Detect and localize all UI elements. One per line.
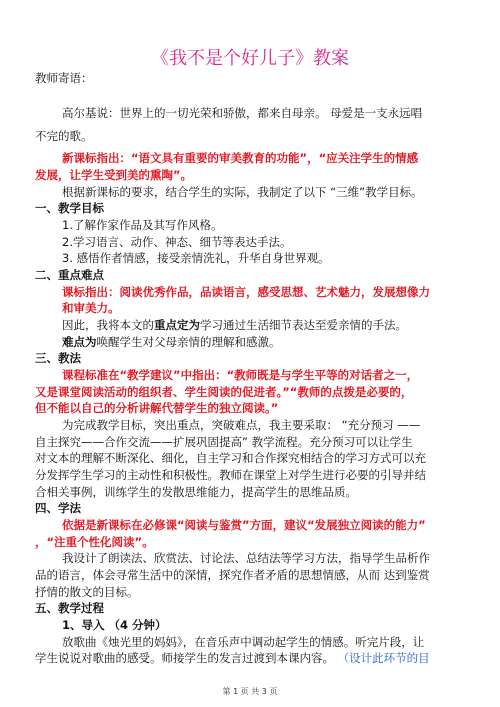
heading-keys: 二、重点难点	[35, 268, 104, 282]
standard-note-3-line-1: 课程标准在“教学建议”中指出：“教师既是与学生平等的对话者之一，	[62, 368, 419, 382]
page-footer: 第 1 页 共 3 页	[222, 687, 278, 696]
heading-learning: 四、学法	[35, 501, 81, 515]
teaching-para-line-4: 分发挥学生学习的主动性和积极性。教师在课堂上对学生进行必要的引导并结	[35, 468, 426, 482]
standard-note-2-line-1: 课标指出：阅读优秀作品，品读语言，感受思想、艺术魅力，发展想像力	[62, 285, 430, 299]
standard-note-1-line-1: 新课标指出：“语文具有重要的审美教育的功能”，“应关注学生的情感	[62, 151, 419, 165]
standard-note-4-line-2: ，“注重个性化阅读”。	[35, 535, 154, 549]
teaching-para-line-1: 为完成教学目标，突出重点，突破难点，我主要采取： “充分预习 ——	[62, 418, 421, 432]
process-note: （设计此环节的目	[337, 651, 430, 665]
goal-item-2: 2.学习语言、动作、神态、细节等表达手法。	[62, 235, 292, 249]
intro-line-2: 不完的歌。	[35, 129, 93, 143]
teaching-para-line-5: 合相关事例，训练学生的发散思维能力，提高学生的思维品质。	[35, 485, 357, 499]
standard-note-4-line-1: 依据是新课标在必修课“阅读与鉴赏”方面，建议“发展独立阅读的能力”	[62, 518, 426, 532]
basis-text: 根据新课标的要求，结合学生的实际，我制定了以下 “三维”教学目标。	[62, 185, 423, 199]
difficulty-suffix: 唤醒学生对父母亲情的理解和感激。	[96, 335, 281, 349]
heading-teaching: 三、教法	[35, 351, 81, 365]
process-line-2-text: 学生说说对歌曲的感受。师接学生的发言过渡到本课内容。	[35, 651, 334, 665]
goal-item-3: 3. 感悟作者情感，接受亲情洗礼，升华自身世界观。	[62, 251, 330, 265]
intro-label: 教师寄语：	[35, 71, 93, 85]
goal-item-1: 1.了解作家作品及其写作风格。	[62, 218, 223, 232]
difficulty-text	[62, 335, 281, 349]
teaching-para-line-3: 对文本的理解不断深化、细化，自主学习和合作探究相结合的学习方式可以充	[35, 451, 426, 465]
process-line-1: 放歌曲《烛光里的妈妈》，在音乐声中调动起学生的情感。听完片段，让	[62, 635, 425, 649]
standard-note-2-line-2: 和审美力。	[62, 301, 120, 315]
standard-note-3-line-2: 又是课堂阅读活动的组织者、学生阅读的促进者。”“教师的点拨是必要的，	[35, 385, 413, 399]
focus-text	[62, 318, 407, 332]
heading-process: 五、教学过程	[35, 601, 104, 615]
learning-para-line-3: 抒情的散文的目标。	[35, 585, 139, 599]
standard-note-3-line-3: 但不能以自己的分析讲解代替学生的独立阅读。”	[35, 401, 279, 415]
standard-note-1-line-2: 发展，让学生受到美的熏陶”。	[35, 168, 193, 182]
learning-para-line-1: 我设计了朗读法、欣赏法、讨论法、总结法等学习方法，指导学生品析作	[62, 551, 430, 565]
intro-line-1: 高尔基说：世界上的一切光荣和骄傲，都来自母亲。 母爱是一支永远唱	[62, 106, 423, 120]
process-line-2	[35, 651, 430, 665]
focus-suffix: 学习通过生活细节表达至爱亲情的手法。	[200, 318, 407, 332]
heading-goals: 一、教学目标	[35, 201, 104, 215]
teaching-para-line-2: 自主探究——合作交流——扩展巩固提高” 教学流程。充分预习可以让学生	[35, 435, 413, 449]
focus-bold: 重点定为	[154, 318, 200, 332]
document-title: 《我不是个好儿子》教案	[151, 48, 349, 69]
focus-prefix: 因此，我将本文的	[62, 318, 154, 332]
difficulty-bold: 难点为	[62, 335, 97, 349]
process-subheading: 1、导入 （4 分钟）	[62, 618, 167, 632]
learning-para-line-2: 品的语言，体会寻常生活中的深情，探究作者矛盾的思想情感，从而 达到鉴赏	[35, 568, 430, 582]
